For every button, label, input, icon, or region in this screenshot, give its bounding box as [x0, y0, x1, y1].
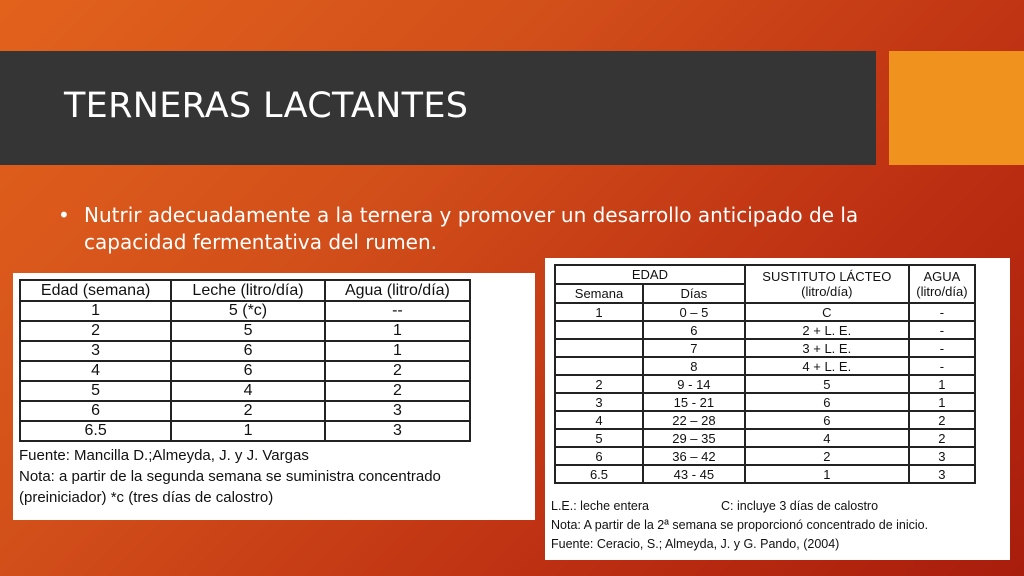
table-cell: -	[909, 339, 975, 357]
left-table-image	[13, 273, 535, 520]
table-cell: 2	[745, 447, 909, 465]
left-table-notes	[19, 445, 441, 508]
legend-c: C: incluye 3 días de calostro	[721, 499, 879, 513]
table-cell: 3	[909, 465, 975, 483]
table-row	[20, 361, 470, 381]
table-cell: 6	[745, 411, 909, 429]
sustituto-unit: (litro/día)	[801, 284, 853, 299]
table-row	[555, 339, 975, 357]
table-cell	[555, 321, 643, 339]
table-row	[555, 357, 975, 375]
table-cell: 4	[20, 361, 171, 381]
col-header-edad: EDAD	[555, 265, 745, 284]
table-row	[20, 341, 470, 361]
table-cell: 3	[555, 393, 643, 411]
right-table-notes	[551, 497, 928, 554]
table-cell: 6	[171, 341, 325, 361]
table-cell: 6	[20, 401, 171, 421]
table-header-row	[20, 280, 470, 301]
table-cell	[555, 339, 643, 357]
bullet-text: Nutrir adecuadamente a la ternera y promover un desarrollo anticipado de la capacidad fermentativa del rumen.	[84, 203, 859, 254]
table-cell: 43 - 45	[643, 465, 745, 483]
table-cell: 3	[325, 401, 470, 421]
table-row	[20, 401, 470, 421]
table-cell: 3	[909, 447, 975, 465]
legend-row	[551, 497, 928, 516]
slide-title: TERNERAS LACTANTES	[64, 86, 469, 126]
table-cell: 1	[555, 303, 643, 321]
right-note: Nota: A partir de la 2ª semana se proporcionó concentrado de inicio.	[551, 518, 929, 532]
table-cell: 2	[325, 361, 470, 381]
table-cell: 0 – 5	[643, 303, 745, 321]
col-header-edad: Edad (semana)	[20, 280, 171, 301]
table-cell: 2	[171, 401, 325, 421]
table-cell: C	[745, 303, 909, 321]
table-cell	[555, 357, 643, 375]
table-cell: 5 (*c)	[171, 301, 325, 321]
table-cell: 6	[555, 447, 643, 465]
col-header-leche: Leche (litro/día)	[171, 280, 325, 301]
table-cell: 1	[909, 375, 975, 393]
right-table-image	[545, 258, 1010, 560]
table-cell: 5	[745, 375, 909, 393]
table-row	[20, 321, 470, 341]
table-cell: 2	[20, 321, 171, 341]
col-header-sustituto	[745, 265, 909, 303]
right-source: Fuente: Ceracio, S.; Almeyda, J. y G. Pando, (2004)	[551, 537, 840, 551]
table-cell: 15 - 21	[643, 393, 745, 411]
table-cell: 2	[325, 381, 470, 401]
left-note-line1: Nota: a partir de la segunda semana se suministra concentrado	[19, 468, 441, 485]
table-cell: 1	[20, 301, 171, 321]
table-cell: 1	[171, 421, 325, 441]
table-cell: 1	[745, 465, 909, 483]
table-cell: 9 - 14	[643, 375, 745, 393]
col-header-dias: Días	[643, 284, 745, 303]
table-cell: -	[909, 357, 975, 375]
table-cell: 5	[555, 429, 643, 447]
left-note-line2: (preiniciador) *c (tres días de calostro)	[19, 489, 274, 506]
table-cell: 1	[325, 321, 470, 341]
table-cell: 2 + L. E.	[745, 321, 909, 339]
table-cell: 5	[171, 321, 325, 341]
agua-unit: (litro/día)	[916, 284, 968, 299]
table-cell: 1	[909, 393, 975, 411]
left-source: Fuente: Mancilla D.;Almeyda, J. y J. Vargas	[19, 447, 309, 464]
agua-label: AGUA	[923, 269, 961, 284]
table-cell: -	[909, 303, 975, 321]
table-cell: 3	[20, 341, 171, 361]
table-row	[20, 421, 470, 441]
table-row	[555, 375, 975, 393]
table-cell: 8	[643, 357, 745, 375]
table-cell: 4	[555, 411, 643, 429]
table-cell: 29 – 35	[643, 429, 745, 447]
accent-square	[889, 51, 1024, 165]
table-row	[20, 381, 470, 401]
table-row	[555, 465, 975, 483]
bullet-icon: •	[58, 203, 70, 227]
table-row	[555, 429, 975, 447]
table-cell: 36 – 42	[643, 447, 745, 465]
table-row	[555, 447, 975, 465]
left-table	[19, 279, 471, 442]
right-table	[554, 264, 976, 484]
table-cell: 3	[325, 421, 470, 441]
table-cell: 2	[909, 429, 975, 447]
table-cell: 4	[171, 381, 325, 401]
table-cell: -	[909, 321, 975, 339]
table-cell: 4 + L. E.	[745, 357, 909, 375]
table-cell: 7	[643, 339, 745, 357]
table-cell: --	[325, 301, 470, 321]
col-header-semana: Semana	[555, 284, 643, 303]
table-cell: 22 – 28	[643, 411, 745, 429]
table-cell: 2	[555, 375, 643, 393]
table-row	[555, 393, 975, 411]
table-cell: 6	[171, 361, 325, 381]
table-cell: 6	[643, 321, 745, 339]
col-header-agua: Agua (litro/día)	[325, 280, 470, 301]
table-cell: 6.5	[555, 465, 643, 483]
table-cell: 2	[909, 411, 975, 429]
table-cell: 3 + L. E.	[745, 339, 909, 357]
table-cell: 5	[20, 381, 171, 401]
col-header-agua	[909, 265, 975, 303]
bullet-point	[58, 202, 958, 256]
table-cell: 1	[325, 341, 470, 361]
table-row	[555, 303, 975, 321]
table-cell: 6.5	[20, 421, 171, 441]
table-cell: 6	[745, 393, 909, 411]
sustituto-label: SUSTITUTO LÁCTEO	[762, 269, 892, 284]
table-row	[555, 321, 975, 339]
legend-le: L.E.: leche entera	[551, 499, 649, 513]
table-cell: 4	[745, 429, 909, 447]
table-row	[20, 301, 470, 321]
table-row	[555, 411, 975, 429]
table-header-row	[555, 265, 975, 284]
